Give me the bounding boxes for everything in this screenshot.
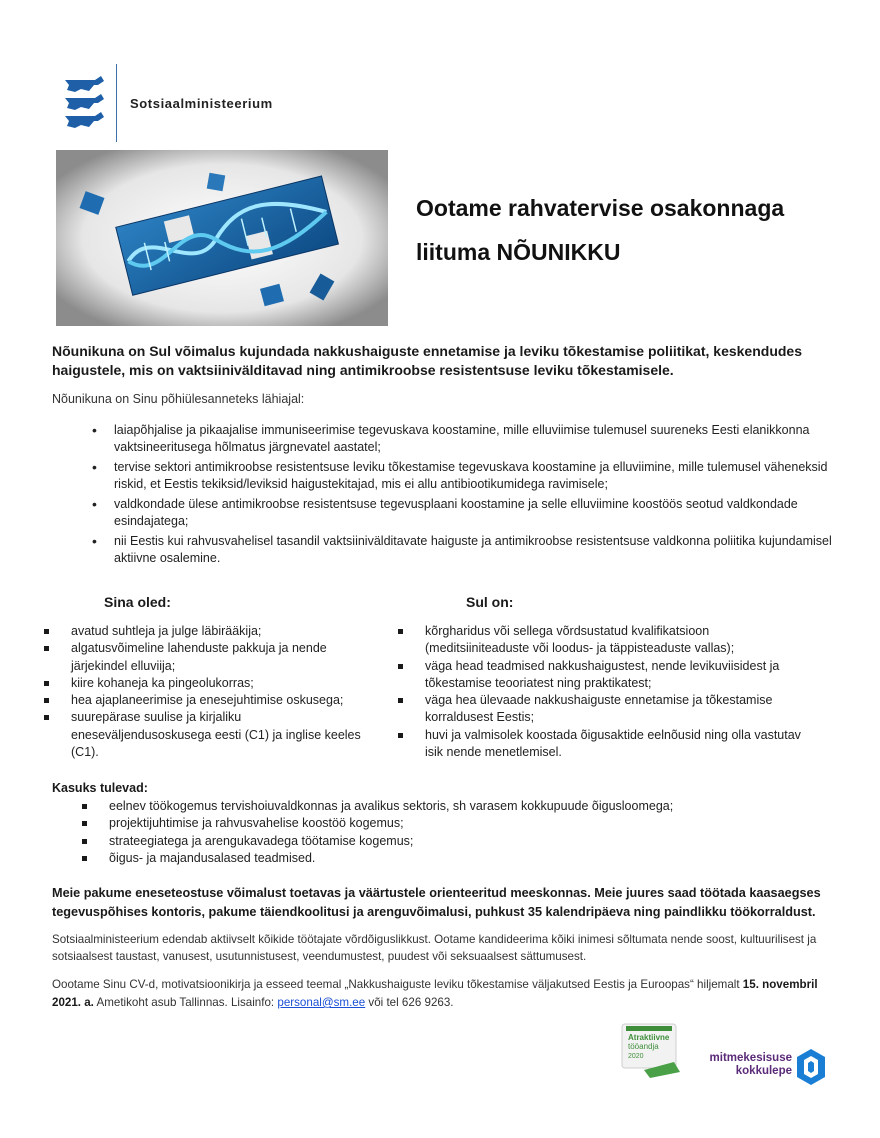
- attractive-employer-badge: [618, 1022, 684, 1078]
- deadline: 15. novembril 2021. a.: [52, 978, 818, 1009]
- ministry-name: Sotsiaalministeerium: [130, 96, 273, 111]
- title-line-1: Ootame rahvatervise osakonnaga: [416, 195, 785, 221]
- intro-paragraph: Nõunikuna on Sul võimalus kujundada nakkushaiguste ennetamise ja leviku tõkestamise poliitikat, keskendudes haigustele, mis on vaktsiinivälditavad ning antimikroobse resistentsuse leviku tõkestamisele.: [52, 343, 802, 378]
- title-line-2: liituma NÕUNIKKU: [416, 239, 621, 265]
- employer-line-1: Atraktiivne: [628, 1033, 670, 1042]
- list-item: strateegiatega ja arengukavadega töötamise kogemus;: [82, 833, 802, 850]
- list-item: kiire kohaneja ka pingeolukorras;: [44, 675, 362, 692]
- list-item: huvi ja valmisolek koostada õigusaktide eelnõusid ning olla vastutav isik nende menetlemisel.: [398, 727, 808, 762]
- list-item: algatusvõimeline lahenduste pakkuja ja nende järjekindel elluviija;: [44, 640, 362, 675]
- list-item: väga head teadmised nakkushaigustest, nende levikuviisidest ja tõkestamise teooriatest ning praktikatest;: [398, 658, 808, 693]
- you-have-list: [398, 623, 808, 761]
- tasks-intro: Nõunikuna on Sinu põhiülesanneteks lähiajal:: [52, 392, 305, 406]
- employer-line-3: 2020: [628, 1053, 644, 1060]
- apply-paragraph: [52, 976, 842, 1012]
- apply-location: Ametikoht asub Tallinnas. Lisainfo:: [93, 996, 278, 1009]
- list-item: • laiapõhjalise ja pikaajalise immuniseerimise tegevuskava koostamine, mille elluviimise tulemusel suureneks Eesti elanikkonna vaktsineeritusega hõlmatus järgnevatel aastatel;: [92, 422, 834, 456]
- apply-text: Oootame Sinu CV-d, motivatsioonikirja ja esseed teemal „Nakkushaiguste leviku tõkestamise väljakutsed Eestis ja Euroopas“ hiljemalt: [52, 978, 743, 991]
- list-item: avatud suhtleja ja julge läbirääkija;: [44, 623, 362, 640]
- diversity-agreement-badge: [706, 1046, 828, 1088]
- list-item: projektijuhtimise ja rahvusvahelise koostöö kogemus;: [82, 815, 802, 832]
- diversity-line-1: mitmekesisuse: [709, 1052, 792, 1064]
- offer-paragraph: Meie pakume eneseteostuse võimalust toetavas ja väärtustele orienteeritud meeskonnas. Meie juures saad töötada kaasaegses tegevuspõhises kontoris, pakume täiendkoolitusi ja arenguvõimalusi, puhkust 35 kalendripäeva ning paindlikku töökorraldust.: [52, 886, 821, 919]
- list-item: • tervise sektori antimikroobse resistentsuse leviku tõkestamise tegevuskava koostamine ja elluviimine, mille tulemusel väheneksid riskid, et Eestis tekiksid/leviksid haigustekitajad, mis ei allu antibiootikumidega ravimisele;: [92, 459, 834, 493]
- list-item: eelnev töökogemus tervishoiuvaldkonnas ja avalikus sektoris, sh varasem kokkupuude õigusloomega;: [82, 798, 802, 815]
- list-item: kõrgharidus või sellega võrdsustatud kvalifikatsioon (meditsiiniteaduste või loodus- ja täppisteaduste vallas);: [398, 623, 808, 658]
- dna-puzzle-image: [56, 150, 388, 326]
- email-link[interactable]: personal@sm.ee: [277, 996, 366, 1009]
- list-item: õigus- ja majandusalased teadmised.: [82, 850, 802, 867]
- bonus-list: [82, 798, 802, 867]
- logo-divider: [116, 64, 117, 142]
- list-item: • valdkondade ülese antimikroobse resistentsuse tegevusplaani koostamine ja selle elluviimine koostöös seotud valdkondade esindajatega;: [92, 496, 834, 530]
- you-are-list: [44, 623, 362, 761]
- list-item: väga hea ülevaade nakkushaiguste ennetamise ja tõkestamise korraldusest Eestis;: [398, 692, 808, 727]
- coat-of-arms-icon: [62, 74, 106, 130]
- list-item: • nii Eestis kui rahvusvahelisel tasandil vaktsiinivälditavate haiguste ja antimikroobse resistentsuse valdkonna poliitika kujundamisel aktiivne osalemine.: [92, 533, 834, 567]
- list-item: hea ajaplaneerimise ja enesejuhtimise oskusega;: [44, 692, 362, 709]
- diversity-line-2: kokkulepe: [735, 1065, 792, 1077]
- diversity-logo-icon: [796, 1048, 826, 1086]
- equality-paragraph: Sotsiaalministeerium edendab aktiivselt kõikide töötajate võrdõiguslikkust. Ootame kandideerima kõiki inimesi sõltumata nende soost, kultuurilisest ja sotsiaalsest taustast, vanusest, usutunnistusest, veendumustest, puudest või seksuaalsest sättumusest.: [52, 933, 817, 963]
- tasks-list: [92, 422, 834, 570]
- list-item: suurepärase suulise ja kirjaliku eneseväljendusoskusega eesti (C1) ja inglise keeles (C1).: [44, 709, 362, 761]
- you-have-heading: Sul on:: [466, 594, 514, 610]
- bonus-heading: Kasuks tulevad:: [52, 781, 148, 795]
- page-title: [416, 186, 836, 274]
- you-are-heading: Sina oled:: [104, 594, 171, 610]
- employer-line-2: tööandja: [628, 1042, 659, 1051]
- apply-phone: või tel 626 9263.: [365, 996, 454, 1009]
